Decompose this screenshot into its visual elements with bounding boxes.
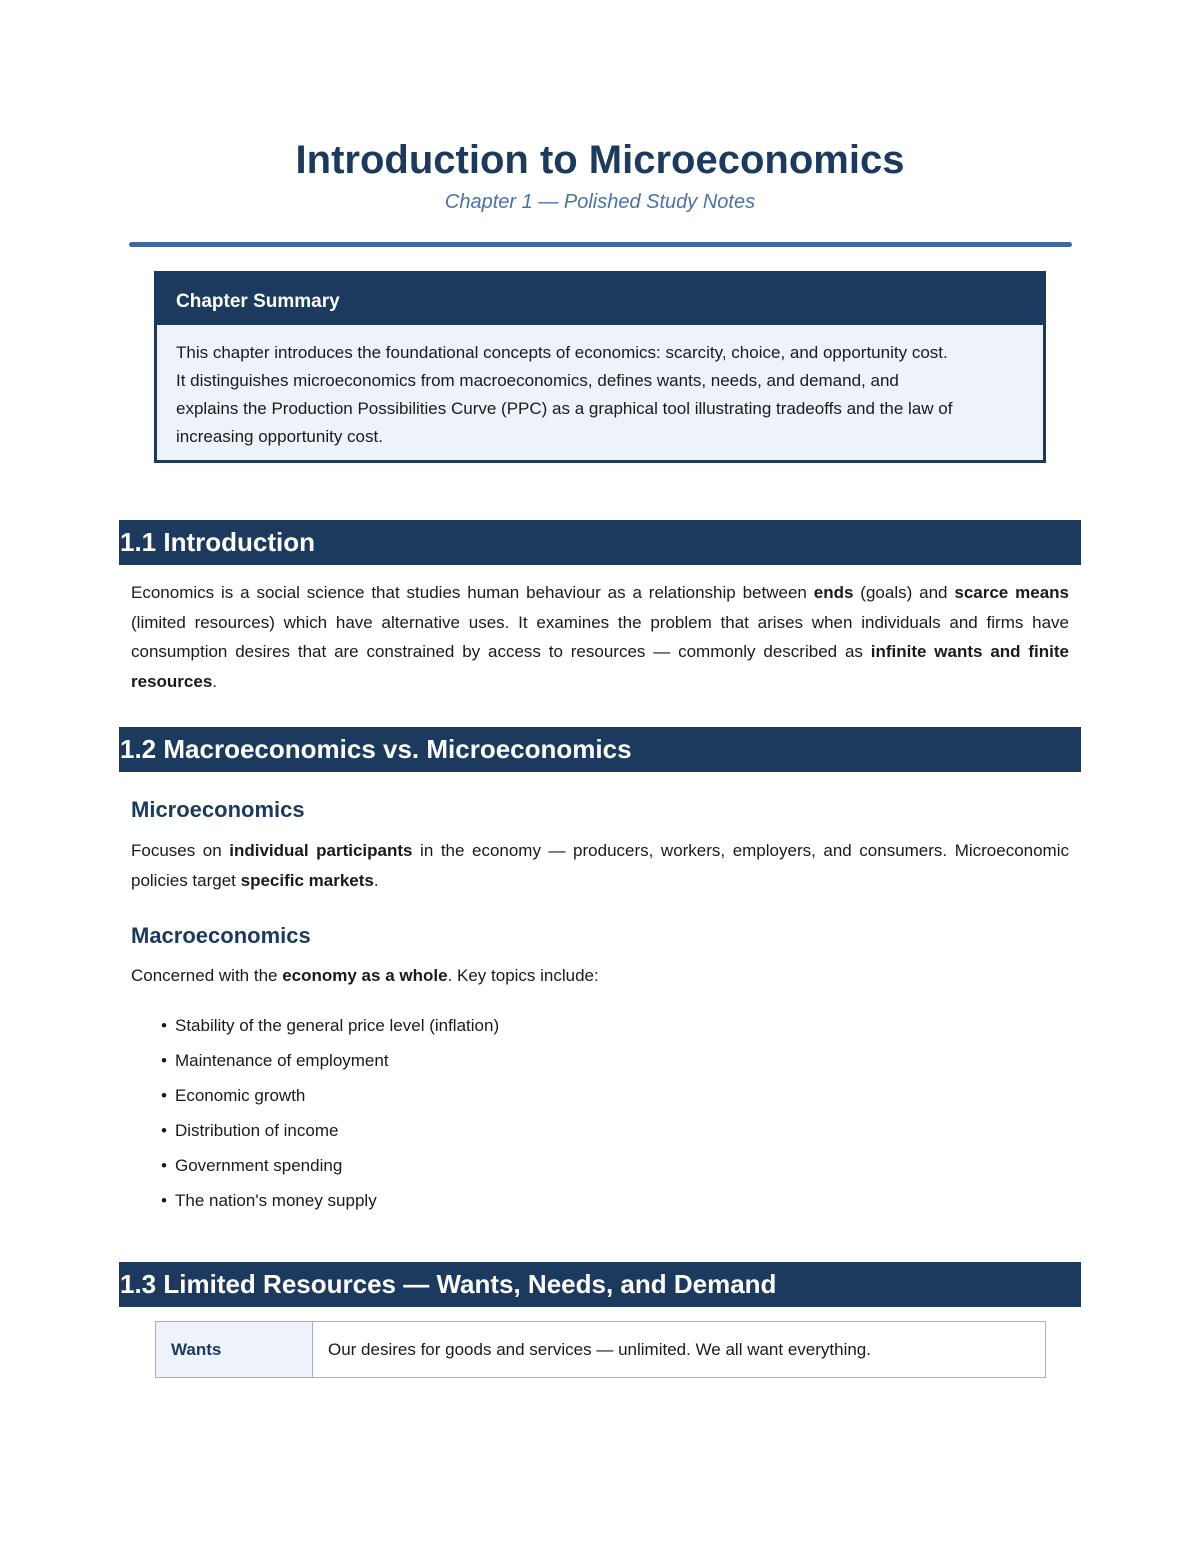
text-run: . [212, 671, 218, 691]
summary-line: This chapter introduces the foundational concepts of economics: scarcity, choice, and opportunity cost. [176, 343, 948, 362]
list-item [161, 1008, 499, 1043]
bold-term: economy as a whole [282, 966, 448, 985]
definitions-table [155, 1321, 1046, 1378]
subheading-microeconomics: Microeconomics [131, 797, 305, 822]
bullet-glyph: • [161, 1191, 167, 1210]
list-item [161, 1183, 499, 1218]
text-run: . Key topics include: [447, 966, 599, 985]
list-item [161, 1043, 499, 1078]
text-run: Concerned with the [131, 966, 283, 985]
document-title: Introduction to Microeconomics [295, 138, 905, 182]
list-item-text: Economic growth [175, 1086, 306, 1105]
bold-term: ends [813, 583, 854, 602]
bold-term: specific markets [240, 870, 374, 890]
list-item-text: Government spending [175, 1156, 343, 1175]
bullet-glyph: • [161, 1156, 167, 1175]
bold-term: individual participants [229, 841, 413, 860]
text-run: in the economy — producers, workers, employers, and consumers. Microeconomic policies target [131, 841, 1069, 890]
summary-line: increasing opportunity cost. [176, 427, 383, 446]
text-run: . [373, 870, 379, 890]
chapter-summary-box [154, 271, 1046, 463]
table-term-cell: Wants [156, 1322, 313, 1378]
list-item [161, 1078, 499, 1113]
chapter-summary-heading: Chapter Summary [157, 274, 1043, 325]
bullet-glyph: • [161, 1086, 167, 1105]
bullet-glyph: • [161, 1121, 167, 1140]
summary-line: It distinguishes microeconomics from macroeconomics, defines wants, needs, and demand, and [176, 371, 899, 390]
list-item-text: Distribution of income [175, 1121, 339, 1140]
macro-topics-list [161, 1008, 499, 1218]
bullet-glyph: • [161, 1016, 167, 1035]
section-heading-introduction: 1.1 Introduction [119, 520, 1081, 565]
bold-term: infinite wants and finite resources [131, 642, 1069, 691]
bold-term: scarce means [954, 583, 1069, 602]
list-item [161, 1148, 499, 1183]
section-heading-limited-resources: 1.3 Limited Resources — Wants, Needs, and Demand [119, 1262, 1081, 1307]
title-divider [129, 242, 1072, 247]
table-definition-cell: Our desires for goods and services — unlimited. We all want everything. [313, 1322, 1046, 1378]
text-run: (limited resources) which have alternative uses. It examines the problem that arises when individuals and firms have consumption desires that are constrained by access to resources — commonly described as [131, 612, 1069, 661]
list-item [161, 1113, 499, 1148]
summary-line: explains the Production Possibilities Curve (PPC) as a graphical tool illustrating tradeoffs and the law of [176, 399, 953, 418]
text-run: Economics is a social science that studies human behaviour as a relationship between [131, 583, 814, 602]
table-row [156, 1322, 1046, 1378]
list-item-text: The nation's money supply [175, 1191, 377, 1210]
document-subtitle: Chapter 1 — Polished Study Notes [444, 191, 756, 213]
section-heading-macro-vs-micro: 1.2 Macroeconomics vs. Microeconomics [119, 727, 1081, 772]
list-item-text: Maintenance of employment [175, 1051, 389, 1070]
text-run: Focuses on [131, 841, 230, 860]
list-item-text: Stability of the general price level (inflation) [175, 1016, 500, 1035]
macroeconomics-paragraph [131, 961, 1069, 991]
subheading-macroeconomics: Macroeconomics [131, 923, 311, 948]
introduction-paragraph [131, 578, 1069, 696]
text-run: (goals) and [853, 583, 955, 602]
chapter-summary-body [157, 325, 1043, 451]
bullet-glyph: • [161, 1051, 167, 1070]
microeconomics-paragraph [131, 836, 1069, 895]
